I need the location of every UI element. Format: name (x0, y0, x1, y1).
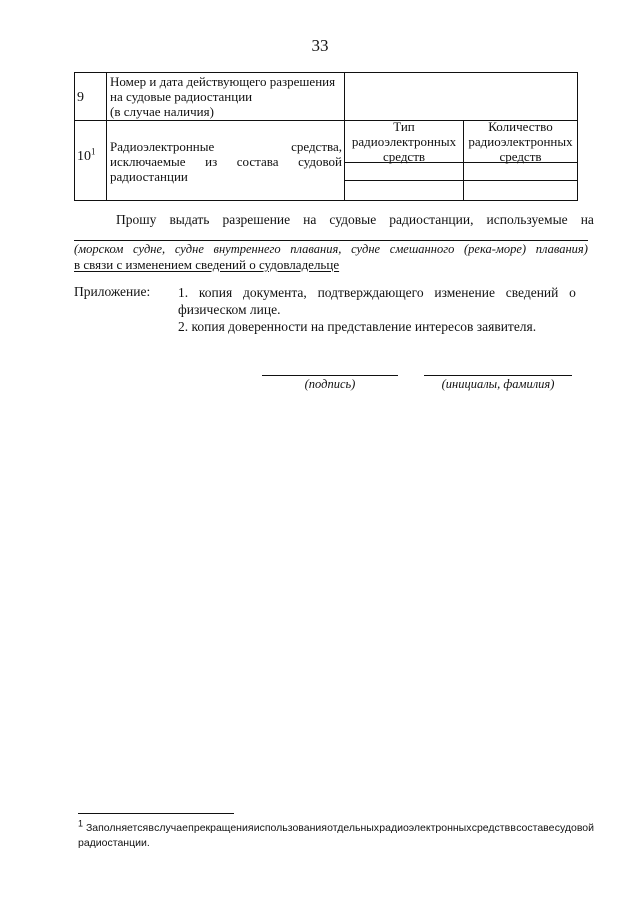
footnote-line: радиостанции. (78, 837, 150, 849)
attachments-list (178, 284, 576, 335)
attachment-item-1: 1. копия документа, подтверждающего изменение сведений о (178, 285, 576, 300)
signature-caption: (подпись) (304, 377, 356, 391)
vessel-type-hint: (морском судне, судне внутреннего плавания, судне смешанного (река-море) плавания) (74, 242, 588, 256)
name-line[interactable] (424, 375, 572, 376)
footnote-line: $^1$ Заполняется в случае прекращения использования отдельных радиоэлектронных средств в составе судовой (78, 818, 594, 834)
footnote-ref-marker: 1 (91, 146, 96, 157)
column-header-type: Тип радиоэлектронных средств (351, 119, 457, 164)
request-reason: в связи с изменением сведений о судовладельце (74, 257, 340, 272)
device-count-cell-2[interactable] (465, 182, 576, 199)
column-header-count: Количество радиоэлектронных средств (468, 119, 573, 164)
row-10-label-line: Радиоэлектронные средства, (110, 139, 342, 154)
page-number: 33 (311, 36, 329, 55)
table-border-left (74, 72, 75, 201)
row-9-label-line: на судовые радиостанции (110, 89, 253, 104)
row-9-value-cell[interactable] (346, 74, 576, 118)
attachment-item-1-continued: физическом лице. (178, 302, 281, 317)
row-10-label-line: исключаемые из состава судовой (110, 154, 342, 169)
device-type-cell-2[interactable] (346, 182, 462, 199)
table-border-bottom (74, 200, 578, 201)
signature-line[interactable] (262, 375, 398, 376)
vessel-type-fill-line[interactable] (74, 240, 588, 241)
name-caption: (инициалы, фамилия) (441, 377, 555, 391)
request-text: Прошу выдать разрешение на судовые радиостанции, используемые на (116, 212, 594, 227)
row-9-label-line: (в случае наличия) (110, 104, 214, 119)
device-count-cell-1[interactable] (465, 164, 576, 179)
device-type-cell-1[interactable] (346, 164, 462, 179)
footnote-separator (78, 813, 234, 814)
table-col-divider-number (106, 72, 107, 201)
table-border-right (577, 72, 578, 201)
radio-station-table (74, 72, 578, 201)
footnote-marker: 1 (78, 818, 84, 829)
table-border-top (74, 72, 578, 73)
attachment-item-2: 2. копия доверенности на представление интересов заявителя. (178, 319, 537, 334)
footnote (78, 818, 594, 851)
row-9-number: 9 (77, 90, 84, 105)
attachments-label: Приложение: (74, 284, 151, 299)
row-10-label-line: радиостанции (110, 169, 188, 184)
row-9-label-line: Номер и дата действующего разрешения (110, 74, 336, 89)
row-10-number-main: 10 (77, 149, 91, 164)
table-subrow-divider-2 (344, 180, 578, 181)
row-10-label (110, 139, 342, 184)
row-10-number (77, 146, 96, 165)
row-9-label (110, 74, 342, 119)
